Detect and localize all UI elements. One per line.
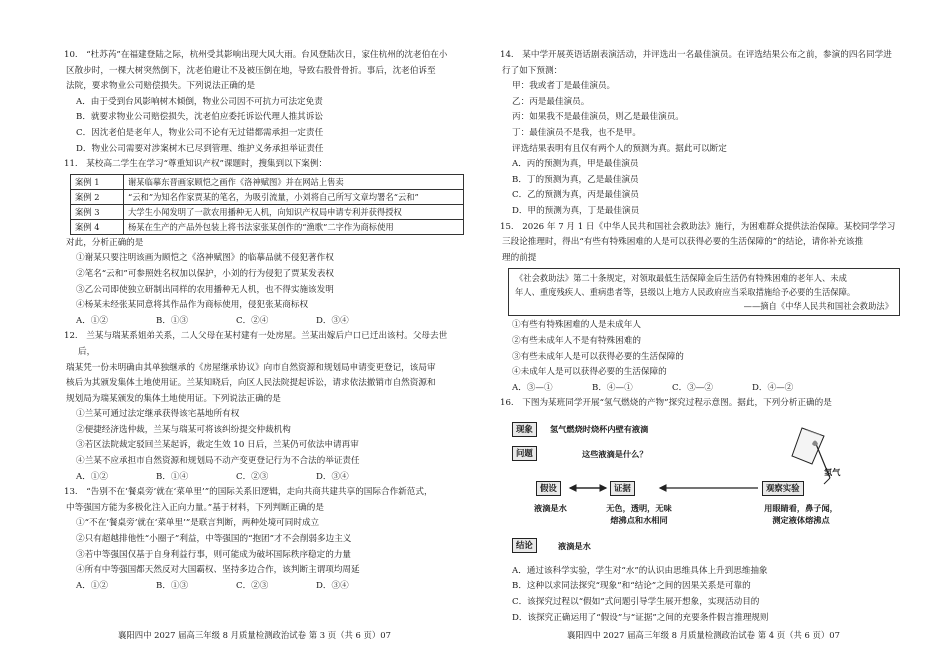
choice-c: C．②④ bbox=[236, 315, 269, 326]
option-c: C．因沈老伯是老年人，物业公司不论有无过错都需承担一定责任 bbox=[76, 127, 324, 138]
statement-4: ④所有中等强国都天然反对大国霸权、坚持多边合作，该判断主谓项均周延 bbox=[76, 565, 360, 576]
option-d: D．物业公司需要对涉案树木已尽到管理、维护义务承担举证责任 bbox=[76, 143, 324, 154]
conclusion-text: 液滴是水 bbox=[558, 540, 591, 551]
choice-c: C．②③ bbox=[236, 471, 269, 482]
hydrogen-label: 氢气 bbox=[824, 466, 841, 477]
statement-2: ②笔名“云和”可参照姓名权加以保护，小刘的行为侵犯了贾某发表权 bbox=[76, 268, 335, 279]
option-b: B．这种以求同法探究“现象”和“结论”之间的因果关系是可靠的 bbox=[512, 581, 751, 592]
right-column bbox=[500, 48, 900, 626]
observation-experiment-box: 观察实验 bbox=[762, 481, 804, 496]
choice-a: A．①② bbox=[76, 580, 108, 591]
question-stem-line: 三段论推理时，得出“有些有特殊困难的人是可以获得必要的生活保障的”的结论，请你补充该推 bbox=[502, 237, 864, 248]
question-stem-line: 核后为其颁发集体土地使用证。兰某知晓后，向区人民法院提起诉讼，请求依法撤销市自然资源和 bbox=[66, 378, 436, 389]
case-row bbox=[71, 219, 464, 234]
choice-row bbox=[64, 579, 464, 595]
question-16 bbox=[500, 396, 900, 626]
question-stem-line: 法院，要求物业公司赔偿损失。下列说法正确的是 bbox=[66, 81, 256, 92]
case-label: 案例 3 bbox=[71, 204, 124, 219]
question-10 bbox=[64, 48, 464, 157]
experiment-line: 测定液体熔沸点 bbox=[772, 514, 830, 525]
statement-1: ①“不在‘餐桌旁’就在‘菜单里’”是联言判断，两种处境可同时成立 bbox=[76, 518, 320, 529]
statement-1: ①有些有特殊困难的人是未成年人 bbox=[512, 320, 641, 331]
statement-3: ③有些未成年人是可以获得必要的生活保障的 bbox=[512, 351, 684, 362]
law-excerpt-line: 《社会救助法》第二十条规定，对领取最低生活保障金后生活仍有特殊困难的老年人、未成 bbox=[515, 273, 847, 284]
choice-c: C．③—② bbox=[672, 382, 713, 393]
statement-2: ②只有超越排他性“小圈子”利益，中等强国的“抱团”才不会削弱多边主义 bbox=[76, 534, 352, 545]
phenomenon-box: 现象 bbox=[512, 422, 537, 437]
case-label: 案例 4 bbox=[71, 219, 124, 234]
statement-1: ①谢某只要注明该画为顾恺之《洛神赋图》的临摹品就不侵犯著作权 bbox=[76, 253, 334, 264]
choice-a: A．③—① bbox=[512, 382, 553, 393]
case-label: 案例 1 bbox=[71, 174, 124, 189]
option-c: C．乙的预测为真，丙是最佳演员 bbox=[512, 190, 639, 201]
page-footer-left: 襄阳四中 2027 届高三年级 8 月质量检测政治试卷 第 3 页（共 6 页）07 bbox=[118, 630, 391, 640]
question-14 bbox=[500, 48, 900, 220]
choice-d: D．④—② bbox=[752, 382, 794, 393]
statement-3: ③若中等强国仅基于自身利益行事，则可能成为破坏国际秩序稳定的力量 bbox=[76, 549, 352, 560]
hypothesis-box: 假设 bbox=[536, 481, 561, 496]
question-stem-line: 规划局为瑞某颁发的集体土地使用证。下列说法正确的是 bbox=[66, 393, 281, 404]
option-a: A．通过该科学实验，学生对“水”的认识由思维具体上升到思维抽象 bbox=[512, 565, 768, 576]
prediction-ding: 丁：最佳演员不是我，也不是甲。 bbox=[512, 127, 641, 138]
question-stem-line: 行了如下预测： bbox=[502, 65, 563, 76]
question-stem-line: 中等强国方能为多极化注入正向力量。”基于材料，下列判断正确的是 bbox=[66, 502, 324, 513]
law-excerpt-line: 年人、重度残疾人、重病患者等，县级以上地方人民政府应当采取措施给予必要的生活保障。 bbox=[515, 287, 856, 298]
phenomenon-text: 氢气燃烧时烧杯内壁有液滴 bbox=[550, 423, 649, 434]
prediction-bing: 丙：如果我不是最佳演员，则乙是最佳演员。 bbox=[512, 112, 684, 123]
question-stem: 12. 兰某与瑞某系姐弟关系，二人父母在某村建有一处房屋。兰某出嫁后户口已迁出该村。父母去世后， bbox=[64, 331, 448, 357]
option-d: D．甲的预测为真，丁是最佳演员 bbox=[512, 205, 640, 216]
case-table bbox=[70, 174, 464, 235]
statement-3: ③若区法院裁定驳回兰某起诉，裁定生效 10 日后，兰某仍可依法申请再审 bbox=[76, 440, 359, 451]
statement-4: ④兰某不应承担市自然资源和规划局不动产变更登记行为不合法的举证责任 bbox=[76, 456, 360, 467]
case-label: 案例 2 bbox=[71, 189, 124, 204]
question-stem: 16. 下图为某班同学开展“氢气燃烧的产物”探究过程示意图。据此，下列分析正确的是 bbox=[500, 398, 832, 409]
choice-a: A．①② bbox=[76, 471, 108, 482]
hypothesis-text: 液滴是水 bbox=[534, 502, 567, 513]
statement-3: ③乙公司即使独立研制出同样的农用播种无人机，也不得实施该发明 bbox=[76, 284, 334, 295]
left-column bbox=[64, 48, 464, 594]
page-footer-right: 襄阳四中 2027 届高三年级 8 月质量检测政治试卷 第 4 页（共 6 页）07 bbox=[567, 630, 840, 640]
choice-b: B．①③ bbox=[156, 315, 189, 326]
question-stem: 15. 2026 年 7 月 1 日《中华人民共和国社会救助法》施行，为困难群众提供法治保障。某校同学学习 bbox=[500, 221, 896, 232]
question-stem: 10. “杜苏芮”在福建登陆之际，杭州受其影响出现大风大雨。台风登陆次日，家住杭州的沈老伯在小 bbox=[64, 50, 448, 60]
question-12 bbox=[64, 329, 464, 485]
option-a: A．丙的预测为真，甲是最佳演员 bbox=[512, 159, 639, 170]
prediction-jia: 甲：我或者丁是最佳演员。 bbox=[512, 81, 616, 92]
statement-4: ④杨某未经张某同意将其作品作为商标使用，侵犯张某商标权 bbox=[76, 300, 309, 311]
statement-4: ④未成年人是可以获得必要的生活保障的 bbox=[512, 367, 667, 378]
evidence-text bbox=[594, 502, 684, 526]
law-excerpt-box bbox=[508, 268, 900, 316]
question-stem: 11. 某校高二学生在学习“尊重知识产权”课题时，搜集到以下案例： bbox=[64, 159, 328, 170]
statement-2: ②有些未成年人不是有特殊困难的 bbox=[512, 335, 641, 346]
choice-d: D．③④ bbox=[316, 580, 349, 591]
option-b: B．丁的预测为真，乙是最佳演员 bbox=[512, 174, 639, 185]
question-stem: 13. “告别不在‘餐桌旁’就在‘菜单里’”的国际关系旧逻辑，走向共商共建共享的国际合作新范式， bbox=[64, 487, 433, 498]
choice-row bbox=[64, 470, 464, 486]
option-c: C．该探究过程以“假如”式问题引导学生展开想象，实现活动目的 bbox=[512, 597, 760, 608]
evidence-line: 熔沸点和水相同 bbox=[610, 514, 668, 525]
inquiry-process-diagram bbox=[506, 414, 900, 562]
case-row bbox=[71, 174, 464, 189]
question-ask: 对此，分析正确的是 bbox=[66, 237, 144, 248]
case-text: 谢某临摹东晋画家顾恺之画作《洛神赋图》并在网站上售卖 bbox=[124, 174, 464, 189]
question-stem: 14. 某中学开展英语话剧表演活动，并评选出一名最佳演员。在评选结果公布之前，参演的四名同学进 bbox=[500, 50, 892, 60]
choice-row bbox=[64, 314, 464, 330]
experiment-text bbox=[746, 502, 856, 526]
case-text: “云和”为知名作家贾某的笔名，为吸引流量，小刘将自己所写文章均署名“云和” bbox=[124, 189, 464, 204]
option-d: D．该探究正确运用了“假设”与“证据”之间的充要条件假言推理规则 bbox=[512, 612, 769, 623]
option-b: B．就要求物业公司赔偿损失，沈老伯应委托诉讼代理人推其诉讼 bbox=[76, 112, 323, 123]
choice-c: C．②③ bbox=[236, 580, 269, 591]
choice-row bbox=[500, 381, 900, 397]
question-stem-line: 区散步时，一棵大树突然倒下，沈老伯避让不及被压倒在地，导致右股骨骨折。事后，沈老伯诉至 bbox=[66, 65, 436, 76]
choice-d: D．③④ bbox=[316, 315, 349, 326]
law-excerpt-source: ——摘自《中华人民共和国社会救助法》 bbox=[743, 301, 893, 312]
conclusion-box: 结论 bbox=[512, 538, 537, 553]
question-15 bbox=[500, 220, 900, 397]
statement-2: ②便捷经济选仲裁，兰某与瑞某可将该纠纷提交仲裁机构 bbox=[76, 424, 291, 435]
choice-d: D．③④ bbox=[316, 471, 349, 482]
option-a: A．由于受到台风影响树木倾倒，物业公司因不可抗力可法定免责 bbox=[76, 96, 323, 107]
question-ask: 评选结果表明有且仅有两个人的预测为真。据此可以断定 bbox=[512, 143, 727, 154]
question-11 bbox=[64, 157, 464, 329]
question-box: 问题 bbox=[512, 446, 537, 461]
question-13 bbox=[64, 485, 464, 594]
experiment-line: 用眼睛看，鼻子闻， bbox=[764, 502, 838, 513]
case-row bbox=[71, 189, 464, 204]
choice-a: A．①② bbox=[76, 315, 108, 326]
choice-b: B．①④ bbox=[156, 471, 189, 482]
question-stem-line: 瑞某凭一份未明确由其单独继承的《房屋继承协议》向市自然资源和规划局申请变更登记，该局审 bbox=[66, 362, 436, 373]
case-text: 杨某在生产的产品外包装上将书法家张某创作的“渔歌”二字作为商标使用 bbox=[124, 219, 464, 234]
question-stem-line: 理的前提 bbox=[502, 252, 537, 263]
prediction-yi: 乙：丙是最佳演员。 bbox=[512, 96, 590, 107]
choice-b: B．④—① bbox=[592, 382, 633, 393]
evidence-line: 无色，透明，无味 bbox=[606, 502, 672, 513]
case-text: 大学生小闻发明了一款农用播种无人机，向知识产权局申请专利并获得授权 bbox=[124, 204, 464, 219]
choice-b: B．①③ bbox=[156, 580, 189, 591]
evidence-box: 证据 bbox=[610, 481, 635, 496]
question-text: 这些液滴是什么？ bbox=[582, 448, 648, 459]
case-row bbox=[71, 204, 464, 219]
statement-1: ①兰某可通过法定继承获得该宅基地所有权 bbox=[76, 409, 240, 420]
